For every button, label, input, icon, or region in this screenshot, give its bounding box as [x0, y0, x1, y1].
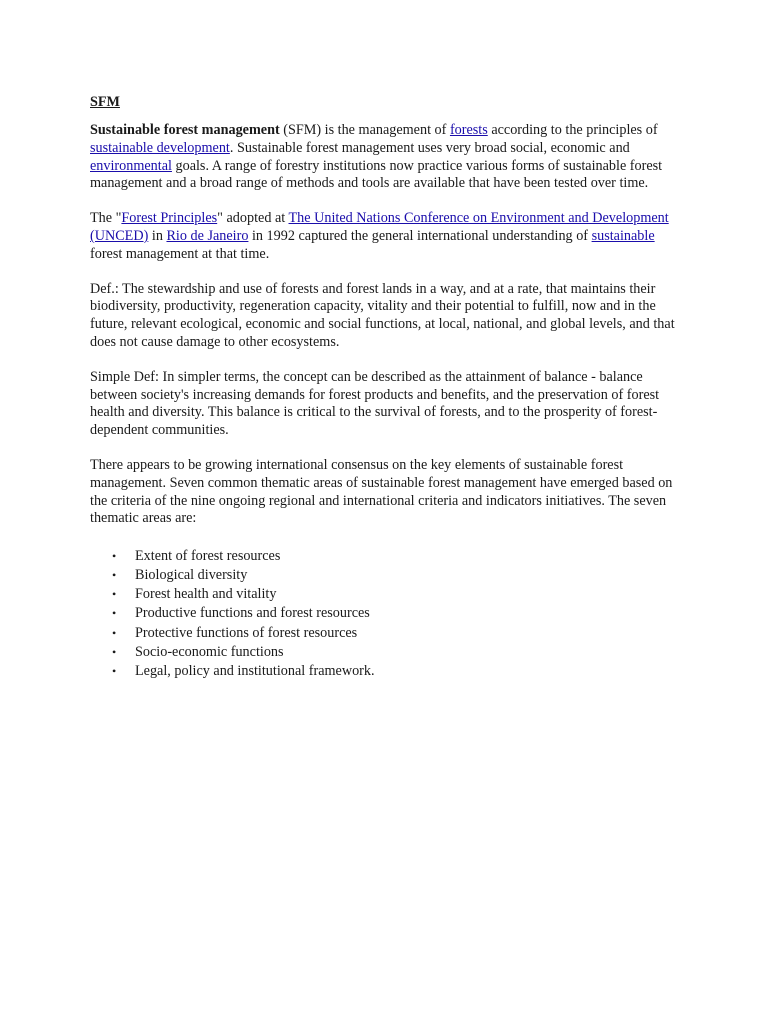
list-item [112, 604, 690, 623]
list-item [112, 566, 690, 585]
page-title: SFM [90, 94, 120, 110]
document-page [90, 93, 690, 681]
text-run: . Sustainable forest management uses very broad social, economic and [229, 139, 630, 156]
sustainable-development-link[interactable]: sustainable development [90, 139, 230, 156]
definition-paragraph: Def.: The stewardship and use of forests and forest lands in a way, and at a rate, that maintains their biodiversity, productivity, regeneration capacity, vitality and their potential to fulfill, now and in the future, relevant ecological, economic and social functions, at local, national, and global levels, and that does not cause damage to other ecosystems. [90, 280, 675, 350]
bullet-icon: • [112, 644, 117, 659]
text-run: in 1992 captured the general international understanding of [248, 227, 592, 244]
intro-paragraph [90, 122, 690, 193]
bullet-icon: • [112, 549, 117, 564]
bullet-icon: • [112, 587, 117, 602]
text-run: forest management at that time. [90, 245, 270, 262]
list-item [112, 643, 690, 662]
consensus-paragraph: There appears to be growing international consensus on the key elements of sustainable forest management. Seven common thematic areas of sustainable forest management have emerged based on the criteria of the nine ongoing regional and international criteria and indicators initiatives. The seven thematic areas are: [90, 456, 673, 527]
forest-principles-paragraph [90, 210, 690, 263]
list-item-label: Forest health and vitality [135, 586, 277, 603]
list-item-label: Socio-economic functions [135, 643, 284, 660]
simple-definition-paragraph: Simple Def: In simpler terms, the concept can be described as the attainment of balance - balance between society's increasing demands for forest products and benefits, and the preservation of forest health and diversity. This balance is critical to the survival of forests, and to the prosperity of forest-dependent communities. [90, 368, 660, 439]
text-run: (SFM) is the management of [279, 122, 450, 138]
sfm-term: Sustainable forest management [90, 122, 280, 138]
bullet-icon: • [112, 663, 117, 678]
bullet-icon: • [112, 625, 117, 640]
bullet-icon: • [112, 606, 117, 621]
text-run: The " [90, 210, 122, 227]
list-item-label: Extent of forest resources [135, 548, 281, 565]
text-run: according to the principles of [487, 122, 658, 138]
unced-link[interactable]: The United Nations Conference on Environment and Development (UNCED) [90, 210, 669, 244]
list-item-label: Productive functions and forest resources [135, 605, 370, 622]
text-run: in [148, 227, 167, 244]
sustainable-link[interactable]: sustainable [591, 227, 655, 244]
list-item [112, 585, 690, 604]
list-item [112, 547, 690, 566]
rio-de-janeiro-link[interactable]: Rio de Janeiro [166, 227, 249, 244]
list-item-label: Protective functions of forest resources [135, 624, 358, 641]
environmental-link[interactable]: environmental [90, 157, 172, 174]
text-run: " adopted at [217, 210, 289, 227]
forest-principles-link[interactable]: Forest Principles [121, 210, 218, 227]
list-item-label: Biological diversity [135, 567, 248, 584]
list-item [112, 624, 690, 643]
forests-link[interactable]: forests [449, 122, 488, 138]
text-run: goals. A range of forestry institutions now practice various forms of sustainable forest management and a broad range of methods and tools are available that have been tested over time. [90, 157, 663, 192]
bullet-icon: • [112, 568, 117, 583]
thematic-areas-list [90, 547, 690, 681]
list-item [112, 662, 690, 681]
list-item-label: Legal, policy and institutional framework. [135, 662, 375, 679]
